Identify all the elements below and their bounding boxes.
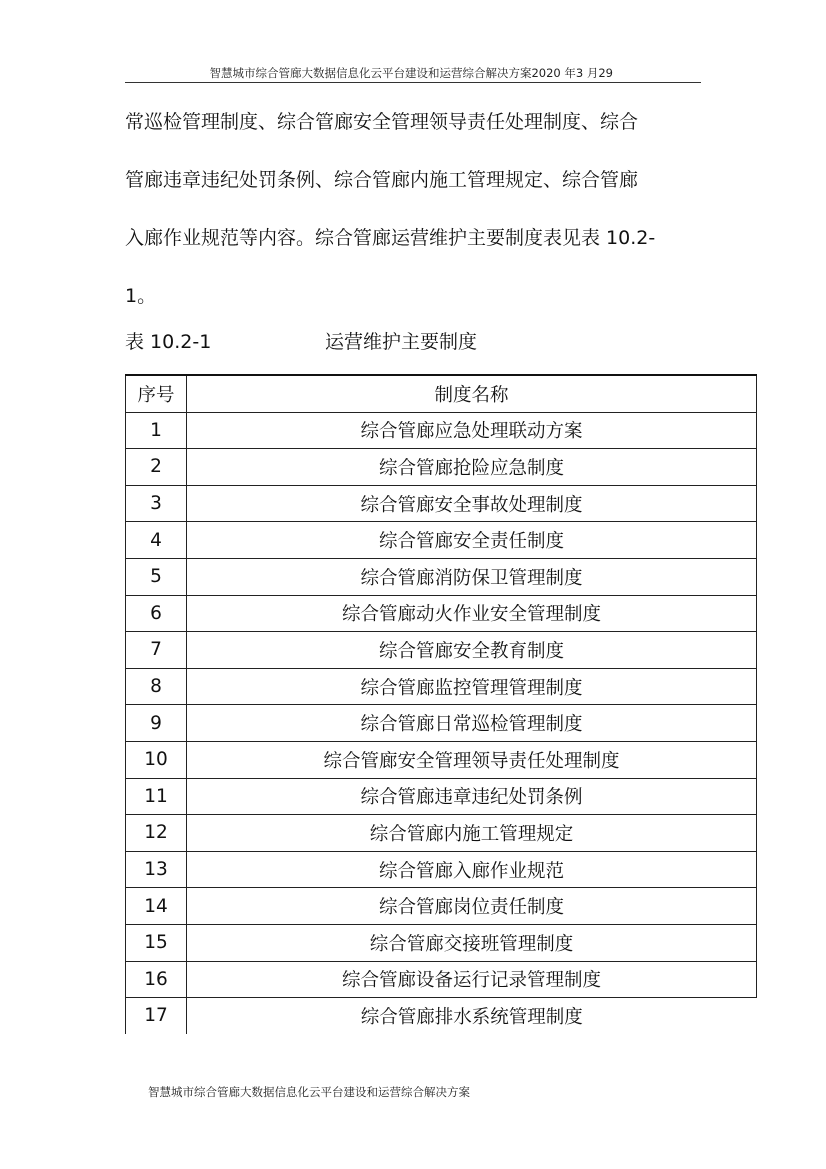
- row-number-cell: 7: [126, 632, 187, 669]
- regulation-name-cell: 综合管廊应急处理联动方案: [187, 412, 757, 449]
- row-number-cell: 4: [126, 522, 187, 559]
- row-number-cell: 8: [126, 668, 187, 705]
- table-row: [126, 632, 757, 669]
- row-number-cell: 17: [126, 998, 187, 1034]
- regulations-table: [125, 374, 757, 1034]
- table-row: [126, 778, 757, 815]
- table-caption-number: 表 10.2-1: [125, 331, 212, 353]
- regulation-name-cell: 综合管廊安全教育制度: [187, 632, 757, 669]
- body-line: 管廊违章违纪处罚条例、综合管廊内施工管理规定、综合管廊: [125, 169, 639, 191]
- table-row: [126, 595, 757, 632]
- regulation-name-cell: 综合管廊违章违纪处罚条例: [187, 778, 757, 815]
- row-number-cell: 16: [126, 961, 187, 998]
- regulation-name-cell: 综合管廊日常巡检管理制度: [187, 705, 757, 742]
- row-number-cell: 11: [126, 778, 187, 815]
- row-number-cell: 5: [126, 558, 187, 595]
- table-row: [126, 961, 757, 998]
- regulation-name-cell: 综合管廊内施工管理规定: [187, 815, 757, 852]
- table-row: [126, 668, 757, 705]
- regulation-name-cell: 综合管廊岗位责任制度: [187, 888, 757, 925]
- table-row: [126, 815, 757, 852]
- table-row: [126, 851, 757, 888]
- table-row: [126, 558, 757, 595]
- regulation-name-cell: 综合管廊安全责任制度: [187, 522, 757, 559]
- table-row: [126, 449, 757, 486]
- regulation-name-cell: 综合管廊安全事故处理制度: [187, 485, 757, 522]
- regulation-name-cell: 综合管廊入廊作业规范: [187, 851, 757, 888]
- row-number-cell: 10: [126, 741, 187, 778]
- row-number-cell: 13: [126, 851, 187, 888]
- table-header-row: [126, 375, 757, 412]
- row-number-cell: 14: [126, 888, 187, 925]
- table-row: [126, 522, 757, 559]
- table-row: [126, 998, 757, 1034]
- table-row: [126, 741, 757, 778]
- table-row: [126, 705, 757, 742]
- table-body: [126, 412, 757, 1034]
- header-title: 智慧城市综合管廊大数据信息化云平台建设和运营综合解决方案2020 年3 月29: [209, 66, 613, 80]
- page-footer: 智慧城市综合管廊大数据信息化云平台建设和运营综合解决方案: [148, 1085, 470, 1099]
- row-number-cell: 9: [126, 705, 187, 742]
- regulation-name-cell: 综合管廊抢险应急制度: [187, 449, 757, 486]
- table-caption: [125, 322, 477, 362]
- regulation-name-cell: 综合管廊消防保卫管理制度: [187, 558, 757, 595]
- body-paragraph: [125, 102, 715, 334]
- row-number-cell: 3: [126, 485, 187, 522]
- regulation-name-cell: 综合管廊动火作业安全管理制度: [187, 595, 757, 632]
- row-number-cell: 1: [126, 412, 187, 449]
- table-row: [126, 924, 757, 961]
- regulation-name-cell: 综合管廊监控管理管理制度: [187, 668, 757, 705]
- regulation-name-cell: 综合管廊排水系统管理制度: [187, 998, 757, 1034]
- row-number-cell: 2: [126, 449, 187, 486]
- body-line: 1。: [125, 285, 157, 307]
- regulation-name-cell: 综合管廊安全管理领导责任处理制度: [187, 741, 757, 778]
- table-row: [126, 485, 757, 522]
- row-number-cell: 6: [126, 595, 187, 632]
- column-header-name: 制度名称: [187, 375, 757, 412]
- row-number-cell: 15: [126, 924, 187, 961]
- table-row: [126, 888, 757, 925]
- page-header: [125, 62, 701, 83]
- body-line: 入廊作业规范等内容。综合管廊运营维护主要制度表见表 10.2-: [125, 227, 656, 249]
- regulation-name-cell: 综合管廊交接班管理制度: [187, 924, 757, 961]
- table-caption-title: 运营维护主要制度: [325, 331, 478, 353]
- body-line: 常巡检管理制度、综合管廊安全管理领导责任处理制度、综合: [125, 111, 639, 133]
- column-header-number: 序号: [126, 375, 187, 412]
- row-number-cell: 12: [126, 815, 187, 852]
- regulation-name-cell: 综合管廊设备运行记录管理制度: [187, 961, 757, 998]
- table-row: [126, 412, 757, 449]
